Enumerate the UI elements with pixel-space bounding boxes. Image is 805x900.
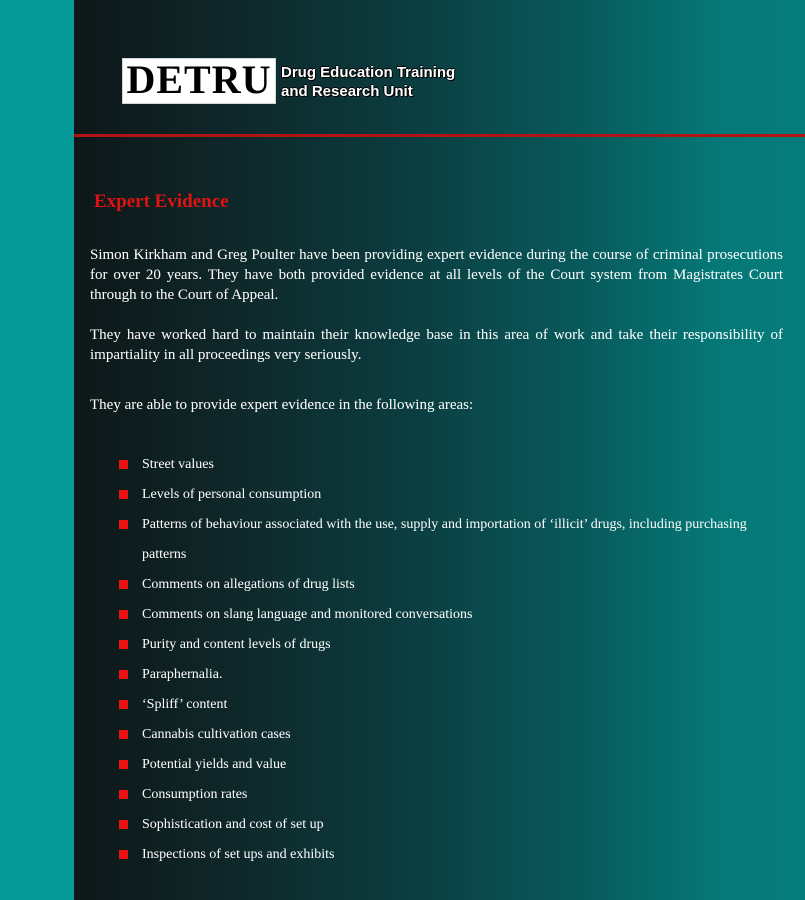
- bullet-square-icon: [119, 760, 128, 769]
- list-item: [118, 600, 788, 630]
- list-item-label: Cannabis cultivation cases: [142, 727, 291, 742]
- site-header: [74, 0, 805, 134]
- list-item-label: Street values: [142, 457, 214, 472]
- list-item: [118, 690, 788, 720]
- intro-paragraph: Simon Kirkham and Greg Poulter have been providing expert evidence during the course of criminal prosecutions for over 20 years. They have both provided evidence at all levels of the Court system from Magistrates Court through to the Court of Appeal.: [90, 247, 783, 303]
- list-item: [118, 840, 788, 870]
- page-title: Expert Evidence: [94, 191, 229, 212]
- list-item-label: Sophistication and cost of set up: [142, 817, 324, 832]
- list-item: [118, 660, 788, 690]
- list-item: [118, 720, 788, 750]
- list-item-label: Consumption rates: [142, 787, 248, 802]
- bullet-square-icon: [119, 610, 128, 619]
- bullet-square-icon: [119, 730, 128, 739]
- list-item: [118, 750, 788, 780]
- list-item: [118, 510, 788, 570]
- list-item-label: Paraphernalia.: [142, 667, 223, 682]
- detru-logo[interactable]: DETRU: [122, 58, 276, 104]
- expertise-list: [118, 450, 788, 870]
- list-item-label: Inspections of set ups and exhibits: [142, 847, 335, 862]
- logo-subtitle-line1: Drug Education Training: [281, 64, 456, 81]
- bullet-square-icon: [119, 460, 128, 469]
- list-item: [118, 450, 788, 480]
- logo-subtitle: [281, 63, 521, 101]
- list-item: [118, 570, 788, 600]
- bullet-square-icon: [119, 700, 128, 709]
- bullet-square-icon: [119, 580, 128, 589]
- list-item-label: Comments on allegations of drug lists: [142, 577, 355, 592]
- list-item: [118, 780, 788, 810]
- list-item-label: ‘Spliff’ content: [142, 697, 228, 712]
- list-item: [118, 630, 788, 660]
- list-item-label: Patterns of behaviour associated with the use, supply and importation of ‘illicit’ drugs, including purchasing patterns: [142, 517, 747, 562]
- areas-intro-paragraph: They are able to provide expert evidence in the following areas:: [90, 397, 474, 413]
- list-item: [118, 810, 788, 840]
- list-item-label: Comments on slang language and monitored conversations: [142, 607, 473, 622]
- bullet-square-icon: [119, 490, 128, 499]
- left-margin-strip: [0, 0, 74, 900]
- knowledge-paragraph: They have worked hard to maintain their knowledge base in this area of work and take their responsibility of impartiality in all proceedings very seriously.: [90, 327, 783, 363]
- bullet-square-icon: [119, 520, 128, 529]
- bullet-square-icon: [119, 670, 128, 679]
- bullet-square-icon: [119, 850, 128, 859]
- list-item-label: Levels of personal consumption: [142, 487, 322, 502]
- logo-subtitle-line2: and Research Unit: [281, 83, 413, 100]
- list-item: [118, 480, 788, 510]
- bullet-square-icon: [119, 640, 128, 649]
- bullet-square-icon: [119, 820, 128, 829]
- bullet-square-icon: [119, 790, 128, 799]
- page-panel: [74, 0, 805, 900]
- header-divider: [74, 134, 805, 137]
- list-item-label: Potential yields and value: [142, 757, 287, 772]
- list-item-label: Purity and content levels of drugs: [142, 637, 331, 652]
